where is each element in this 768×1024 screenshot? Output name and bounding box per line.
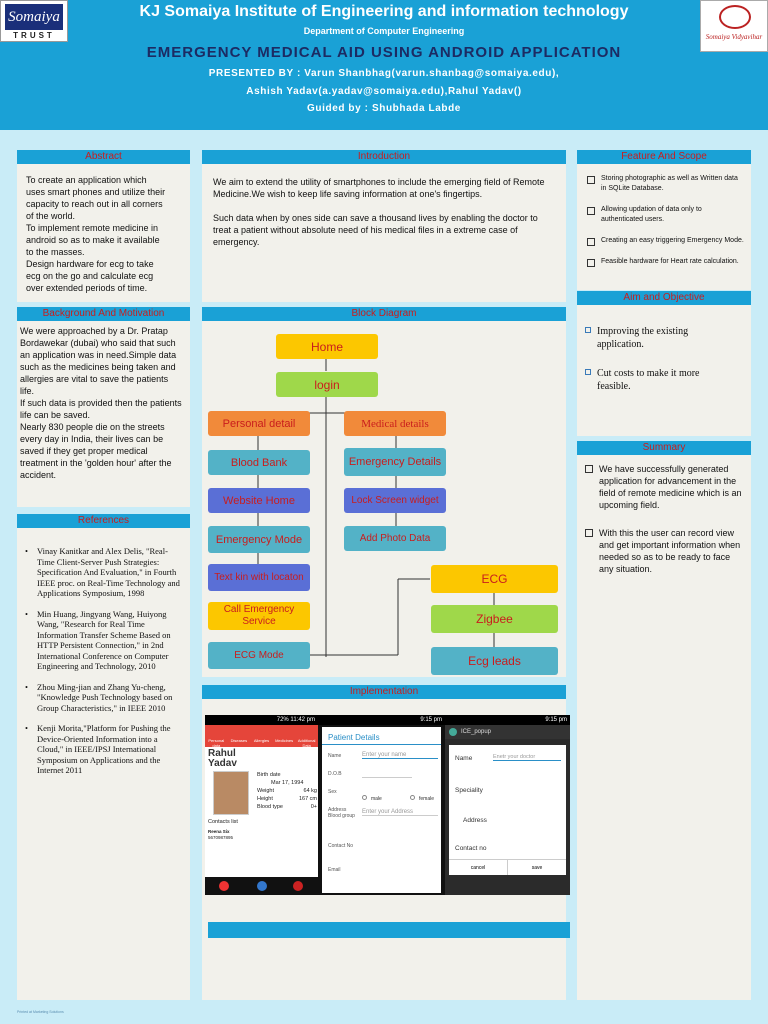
app-icon[interactable] <box>293 881 303 891</box>
somaiya-vidyavihar-logo <box>700 0 768 52</box>
node-emergency-mode: Emergency Mode <box>208 526 310 553</box>
project-title: EMERGENCY MEDICAL AID USING ANDROID APPLICATION <box>146 44 622 61</box>
doctor-address-label: Address <box>463 817 487 824</box>
phone-screenshot-patient-details <box>318 715 445 895</box>
department-name: Department of Computer Engineering <box>303 26 465 36</box>
sex-male-radio[interactable]: male <box>362 795 382 802</box>
implementation-heading: Implementation <box>202 685 566 699</box>
doctor-name-input[interactable]: Enetr your doctor <box>493 754 561 761</box>
abstract-panel <box>17 150 190 302</box>
phone-dock <box>205 877 318 895</box>
abstract-text: To create an application which uses smart phones and utilize their capacity to reach out in all corners of the world. To implement remote medicine in android so as to make it available to the masses. Design hardware for ecg to take ecg on the go and calculate ecg over extended periods of time. <box>26 175 166 293</box>
reference-item: • Min Huang, Jingyang Wang, Huiyong Wang, "Research for Real Time Information Transfer Scheme Based on HTTP Persistent Connection," in 2nd International Conference on Computer Engineering and Technology, 2010 <box>25 608 171 671</box>
doctor-name-label: Name <box>455 755 473 762</box>
node-ecg-mode: ECG Mode <box>208 642 310 669</box>
background-text: We were approached by a Dr. Pratap Bordawekar (dubai) who said that such an application was in need.Simple data such as the medicines being taken and allergies are vital to save the patients life. If such data is provided then the patients life can be saved. Nearly 830 people die on the streets every day in India, their lives can be saved if they get proper medical treatment in the 'golden hour' after the accident. <box>20 326 182 480</box>
node-home: Home <box>276 334 378 359</box>
node-personal-detail: Personal detail <box>208 411 310 436</box>
tab-bar <box>205 725 318 747</box>
implementation-footer-bar <box>208 922 570 938</box>
feature-panel <box>577 150 751 290</box>
tab-allergies[interactable]: Allergies <box>253 738 270 743</box>
patient-details-title: Patient Details <box>322 727 441 745</box>
address-label: Address <box>328 807 347 813</box>
status-bar: 9:15 pm <box>318 715 445 725</box>
feature-item: Storing photographic as well as Written data in SQLite Database. <box>587 174 745 194</box>
summary-list <box>585 463 745 591</box>
aim-heading: Aim and Objective <box>577 291 751 305</box>
node-lock-screen-widget: Lock Screen widget <box>344 488 446 513</box>
cancel-button[interactable]: cancel <box>449 860 508 875</box>
tab-diseases[interactable]: Diseases <box>230 738 248 743</box>
background-heading: Background And Motivation <box>17 307 190 321</box>
sex-female-radio[interactable]: female <box>410 795 434 802</box>
save-button[interactable]: save <box>531 865 543 871</box>
aim-panel <box>577 291 751 436</box>
background-panel <box>17 307 190 507</box>
dob-label: D.O.B <box>328 771 342 777</box>
profile-photo <box>213 771 249 815</box>
radio-icon <box>362 795 367 800</box>
node-emergency-details: Emergency Details <box>344 448 446 476</box>
node-text-kin: Text kin with locaton <box>208 564 310 591</box>
guided-by: Guided by : Shubhada Labde <box>307 103 461 114</box>
phone-screenshot-ice-popup <box>445 715 570 895</box>
contacts-list-label: Contacts list <box>208 819 238 825</box>
references-list <box>25 546 185 786</box>
sex-label: Sex <box>328 789 337 795</box>
tab-additional-data[interactable]: Additional Data <box>297 738 316 748</box>
node-ecg-leads: Ecg leads <box>431 647 558 675</box>
summary-item: We have successfully generated application for advancement in the field of remote medicine which is an upcoming field. <box>585 463 745 511</box>
footer-credit: Printed at Marketing Solutions <box>17 1010 64 1014</box>
tab-medicines[interactable]: Medicines <box>275 738 294 743</box>
node-add-photo-data: Add Photo Data <box>344 526 446 551</box>
app-icon <box>449 728 457 736</box>
node-ecg: ECG <box>431 565 558 593</box>
node-website-home: Website Home <box>208 488 310 513</box>
dialog-buttons <box>449 859 566 875</box>
node-blood-bank: Blood Bank <box>208 450 310 475</box>
abstract-heading: Abstract <box>17 150 190 164</box>
node-medical-details: Medical details <box>344 411 446 436</box>
blood-group-label: Blood group <box>328 813 355 819</box>
logo-left-text: Somaiya <box>5 4 63 30</box>
status-bar: 9:15 pm <box>445 715 570 725</box>
presenters-line-2: Ashish Yadav(a.yadav@somaiya.edu),Rahul Yadav() <box>246 86 522 97</box>
app-icon[interactable] <box>219 881 229 891</box>
summary-heading: Summary <box>577 441 751 455</box>
name-input[interactable]: Enter your name <box>362 752 438 759</box>
name-label: Name <box>328 753 342 759</box>
feature-item: Creating an easy triggering Emergency Mode. <box>587 236 745 246</box>
profile-fields: Birth date Mar 17, 1994 Weight 64 kg Height 167 cm Blood type 0+ <box>257 772 317 810</box>
references-panel <box>17 514 190 1000</box>
feature-item: Allowing updation of data only to authenticated users. <box>587 205 745 225</box>
doctor-contact-label: Contact no <box>455 845 487 852</box>
contact-no-label: Contact No <box>328 843 354 849</box>
contact-name: Reena Six <box>208 829 230 834</box>
block-diagram-heading: Block Diagram <box>202 307 566 321</box>
speciality-label: Speciality <box>455 787 483 794</box>
introduction-para-2: Such data when by ones side can save a thousand lives by enabling the doctor to treat a patient without absolute need of his medical files in a extreme case of emergency. <box>213 213 538 247</box>
node-call-emergency: Call Emergency Service <box>208 602 310 630</box>
dob-input[interactable] <box>362 777 412 778</box>
reference-item: • Zhou Ming-jian and Zhang Yu-cheng, "Knowledge Push Technology based on Group Characteristics," in IEEE 2010 <box>25 681 173 713</box>
aim-item: Improving the existing application. <box>585 325 735 351</box>
institute-name: KJ Somaiya Institute of Engineering and information technology <box>139 3 629 20</box>
app-icon[interactable] <box>257 881 267 891</box>
summary-item: With this the user can record view and get important information when needed so as to be ready to face any situation. <box>585 527 745 575</box>
tab-personal-data[interactable]: Personal data <box>208 738 225 748</box>
radio-icon <box>410 795 415 800</box>
feature-list <box>587 174 745 278</box>
feature-heading: Feature And Scope <box>577 150 751 164</box>
node-zigbee: Zigbee <box>431 605 558 633</box>
profile-name: Rahul Yadav <box>208 748 237 769</box>
reference-item: • Vinay Kanitkar and Alex Delis, "Real-Time Client-Server Push Strategies: Specification And Evaluation," in Fourth IEEE proc. on Real-Time Technology and Applications Symposium, 1998 <box>25 546 180 598</box>
seal-icon <box>719 5 751 29</box>
phone-screenshot-profile <box>205 715 318 895</box>
introduction-heading: Introduction <box>202 150 566 164</box>
poster-header <box>0 0 768 130</box>
block-diagram-panel <box>202 307 566 677</box>
introduction-panel <box>202 150 566 302</box>
summary-panel <box>577 441 751 1000</box>
popup-titlebar: ICE_popup <box>445 725 570 739</box>
node-login: login <box>276 372 378 397</box>
reference-item: • Kenji Morita,"Platform for Pushing the Device-Oriented Information into a Cloud," in IEEE/IPSJ International Symposium on Applications and the Internet 2011 <box>25 723 171 775</box>
logo-right-text: Somaiya Vidyavihar <box>705 33 763 41</box>
presented-by: PRESENTED BY : Varun Shanbhag(varun.shanbag@somaiya.edu), <box>208 68 560 79</box>
contact-number: 5670987895 <box>208 835 234 840</box>
logo-left-subtext: TRUST <box>13 31 55 40</box>
aim-item: Cut costs to make it more feasible. <box>585 367 735 393</box>
feature-item: Feasible hardware for Heart rate calculation. <box>587 257 745 267</box>
patient-form <box>322 727 441 893</box>
email-label: Email <box>328 867 341 873</box>
introduction-para-1: We aim to extend the utility of smartphones to include the emerging field of Remote Medicine.We wish to keep life saving information at one's fingertips. <box>213 177 545 199</box>
status-bar: 72% 11:42 pm <box>205 715 318 725</box>
aim-list <box>585 325 735 409</box>
address-input[interactable]: Enter your Address <box>362 809 438 816</box>
ice-popup-dialog <box>449 745 566 875</box>
references-heading: References <box>17 514 190 528</box>
